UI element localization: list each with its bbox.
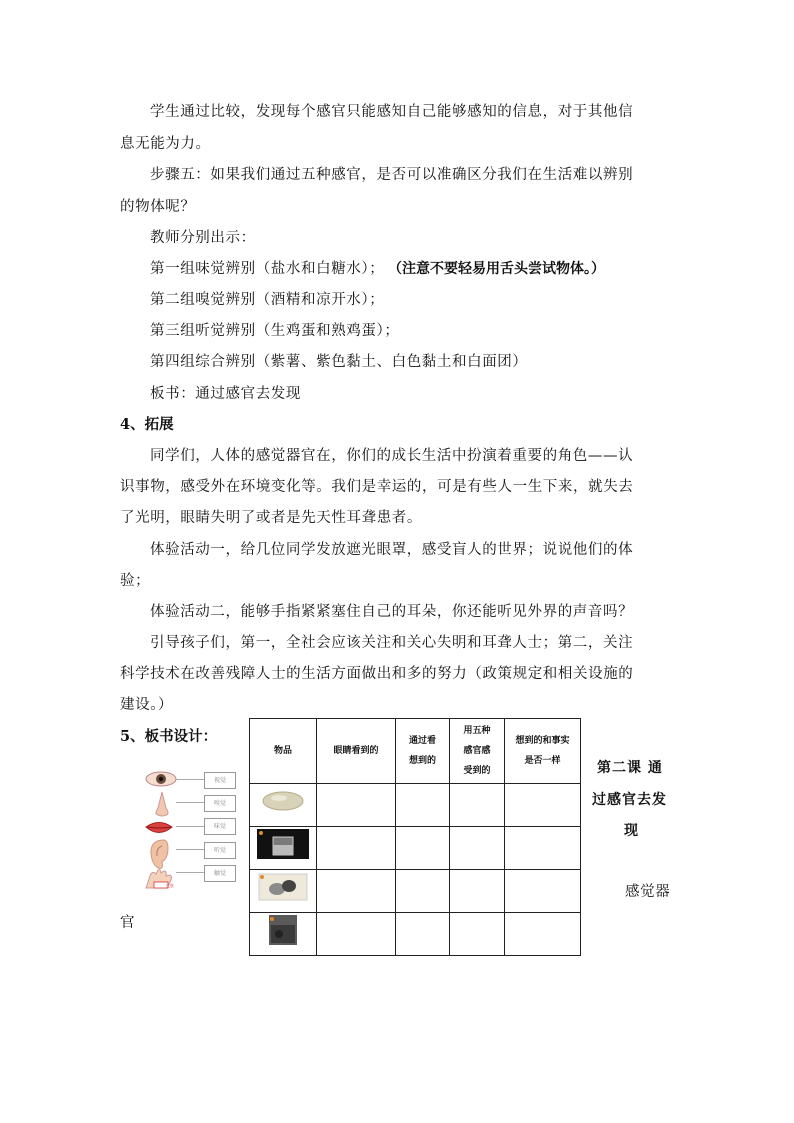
table-header-cell [396, 719, 450, 784]
eggs-image [257, 872, 309, 902]
table-cell [505, 784, 581, 827]
organ-label-box: 听觉 [204, 842, 236, 859]
connector-line [176, 849, 204, 850]
ear-icon [148, 838, 172, 872]
side-title-line-3: 现 [624, 823, 639, 839]
table-header-row [250, 719, 581, 784]
table-row [250, 870, 581, 913]
side-label-line-2: 官 [120, 915, 136, 931]
table-header-cell [317, 719, 396, 784]
header-thought: 通过看 想到的 [408, 736, 436, 766]
side-title-line-1: 第二课 通 [597, 760, 663, 776]
table-cell [396, 827, 450, 870]
section-heading-extend: 4、拓展 [120, 416, 174, 433]
paragraph-line-11: 同学们，人体的感觉器官在，你们的成长生活中扮演着重要的角色——认 [150, 448, 634, 464]
table-cell [317, 870, 396, 913]
organ-tag-skin: 皮肤 [166, 883, 174, 888]
table-cell [250, 784, 317, 827]
table-cell [505, 827, 581, 870]
paragraph-line-1: 学生通过比较，发现每个感官只能感知自己能够感知的信息，对于其他信 [150, 104, 634, 120]
paragraph-line-10: 板书：通过感官去发现 [150, 386, 301, 402]
table-cell [317, 913, 396, 956]
paragraph-line-16: 体验活动二，能够手指紧紧塞住自己的耳朵，你还能听见外界的声音吗？ [150, 604, 634, 620]
section-heading-board: 5、板书设计： [120, 728, 218, 745]
paragraph-line-15: 验； [120, 573, 151, 589]
table-cell [396, 784, 450, 827]
table-cell [250, 827, 317, 870]
table-cell [505, 870, 581, 913]
organ-label-box: 味觉 [204, 818, 236, 835]
paragraph-line-19: 建设。） [120, 697, 174, 713]
table-cell [250, 870, 317, 913]
paragraph-line-4: 的物体呢？ [120, 199, 196, 215]
board-design-table [249, 718, 581, 956]
table-header-cell [450, 719, 505, 784]
paragraph-line-6-note: （注意不要轻易用舌头尝试物体。） [388, 261, 605, 277]
table-cell [450, 870, 505, 913]
table-header-cell [250, 719, 317, 784]
table-row [250, 913, 581, 956]
paragraph-line-14: 体验活动一，给几位同学发放遮光眼罩，感受盲人的世界；说说他们的体 [150, 542, 634, 558]
table-cell [450, 784, 505, 827]
beaker-image [257, 829, 309, 859]
table-cell [317, 827, 396, 870]
clay-image [257, 915, 309, 945]
connector-line [176, 826, 204, 827]
table-row [250, 827, 581, 870]
table-cell [450, 827, 505, 870]
organ-label-box: 触觉 [204, 865, 236, 882]
paragraph-line-8: 第三组听觉辨别（生鸡蛋和熟鸡蛋）； [150, 323, 400, 339]
table-cell [450, 913, 505, 956]
side-label-line-1: 感觉器 [625, 884, 671, 900]
nose-icon [148, 790, 176, 818]
table-cell [396, 870, 450, 913]
header-seen: 眼睛看到的 [333, 746, 379, 756]
table-row [250, 784, 581, 827]
paragraph-line-6: 第一组味觉辨别（盐水和白糖水）； [150, 261, 385, 277]
table-cell [317, 784, 396, 827]
paragraph-line-2: 息无能为力。 [120, 136, 211, 152]
table-cell [250, 913, 317, 956]
organ-label-box: 嗅觉 [204, 795, 236, 812]
header-five-senses: 用五种 感官感 受到的 [463, 726, 491, 776]
paragraph-line-12: 识事物，感受外在环境变化等。我们是幸运的，可是有些人一生下来，就失去 [120, 479, 634, 495]
paragraph-line-17: 引导孩子们，第一，全社会应该关注和关心失明和耳聋人士；第二，关注 [150, 635, 634, 651]
header-item: 物品 [273, 746, 292, 756]
table-header-cell [505, 719, 581, 784]
paragraph-line-3: 步骤五：如果我们通过五种感官，是否可以准确区分我们在生活难以辨别 [150, 167, 634, 183]
paragraph-line-9: 第四组综合辨别（紫薯、紫色黏土、白色黏土和白面团） [150, 354, 528, 370]
paragraph-line-7: 第二组嗅觉辨别（酒精和凉开水）； [150, 292, 385, 308]
connector-line [176, 802, 204, 803]
mouth-icon [144, 818, 174, 838]
paragraph-line-5: 教师分别出示： [150, 230, 256, 246]
table-cell [396, 913, 450, 956]
connector-line [176, 779, 204, 780]
stone-image [257, 786, 309, 816]
organ-label-box: 视觉 [204, 772, 236, 789]
side-title-line-2: 过感官去发 [592, 792, 667, 808]
paragraph-line-13: 了光明，眼睛失明了或者是先天性耳聋患者。 [120, 510, 422, 526]
paragraph-line-18: 科学技术在改善残障人士的生活方面做出和多的努力（政策规定和相关设施的 [120, 666, 634, 682]
eye-icon [144, 770, 178, 788]
table-cell [505, 913, 581, 956]
connector-line [176, 872, 204, 873]
header-compare: 想到的和事实 是否一样 [515, 736, 570, 766]
